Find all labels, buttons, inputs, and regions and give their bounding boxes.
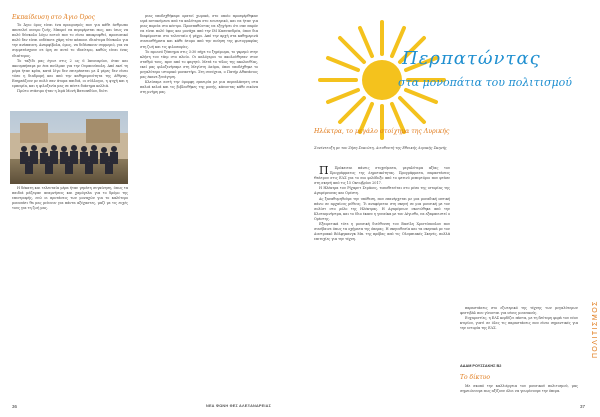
group-photo [10,111,128,184]
left-col1 [12,14,128,94]
paragraph [314,166,450,186]
paragraph: Η Ηλέκτρα του Ρίχαρντ Στράους, τοποθετείται στο μέσο της ιστορίας της Αγαμέμνονας και Ορέστη. [314,186,450,196]
section-title: Εκπαίδευση στο Άγιο Όρος [12,14,95,21]
left-col1-cont [12,186,128,211]
paragraph: Η δέκατη και τελευταία μέρα ήταν γεμάτη συγκίνηση, όπως τα παιδιά μάζεψαν αναμνήσεις και χαμόγελα για το δρόμο της επιστροφής, ενώ οι προτάσεις των μοναχών για το καλύτερο μονοπάτι θα μας μείνουν για πάντα αξέχαστες, μαζί με τις ευχές τους για τη ζωή μας. [12,186,128,211]
group-photo-graphic [10,111,128,184]
paragraph: Ευχαριστίες, η ΕΛΣ κερδίζει πάντα, με τη δεύτερη φορά του νέου κτιρίου, γιατί σε όλες τις παραστάσεις που είναι σημαντικές για την ιστορία της ΕΛΣ. [460,316,578,331]
paragraph: Το Άγιο όρος είναι ένα προορισμός που για κάθε άνθρωπο αποτελεί ονειρο ζωής. Μπορεί να περιφέρεται πως, και ίσως να πολύ δύσκολο λόγω αυτού που το είναι αποκρυφθεί, προσωπικό πολύ δεν είναι ουδέποτε χάρη τότε κάποιοι ιδιαίτερα δύσκολο για την ανάπαυση. Αναμφίβολα, όμως, να διδάσκουν συμμεριό, για να συμμετάσχουν σε όρη σε αυτό το ιδιαίτερο, καθώς είναι ένας ιδιαίτερος. [12,23,128,58]
left-col2 [140,14,258,96]
right-page-number: 37 [580,404,586,409]
paragraph: παραστάσεις στο εξωτερικό της τέχνης των μεγαλύτερων φεστιβάλ που γίνονται για νέους μουσικούς. [460,306,578,316]
section-vertical-label: ΠΟΛΙΤΙΣΜΟΣ [592,300,599,359]
paragraph-text: Πρόκειται πάνεις στοχεύματα, μεγαλύτερα αξίας του Προγράμματος της Δημοτικότητας. Προγράμματα, παραστάσεις Θεάτρου στις ΕΛΣ για το πιο φιλόδοξο από το φετινό ρεπερτόριο που φτάσε στη σκηνή από τις 15 Οκτωβρίου 2017. [314,166,450,186]
right-col2 [460,306,578,331]
paragraph: Εξαιρετικά τότε η μουσική διεύθυνση του Βασίλη Χριστόπουλου που συνέβαινε όπως τα οχήματα της όπερας. Η σκηνοθεσία και τα σκηνικά με τον Αυστριακό Βόλφγκανγκ Μπ. της πρόβας από τις Ολυμπιακές Σκηνές, πολλά επιτυχίες για την τέχνη. [314,222,450,242]
article-credit: Συνέντευξη με τον Ζήση Συκιώτη, Διευθυντή της Εθνικής Λυρικής Σκηνής [314,146,447,150]
right-col2-end [460,384,578,394]
dropcap: Π [319,164,329,177]
paragraph: Πρώτο στάσιμο ήταν η Ιερά Μονή Βατοπεδίου, διότι [17,89,108,94]
paragraph: Το πρωινό ξύπνημα στις 3:30 πήγε το ξημέρωμα, το γκρεμό στην κλήση του τάιμ στο πλοίο. Οι καλόγεροι το ακολούθησαν στον σταθμό τους, πριν από το φαγητό. Μετά το τέλος της ακολουθίας, εκεί μας φιλοξενήσαμε στη Μεγίστη Λαύρα, όπου υποδέχθηκε το μεγαλύτερο ιστορικό μοναστήρι. Στη συνέχεια, ο Πατήρ Αθανάσιος μας έκανε ξενάγηση. [140,49,258,80]
section-title-network: Το δίκτυο [460,374,490,381]
left-footer: ΝΕΑ ΦΩΝΗ ΘΕΣ ΑΛΕΞΑΝΔΡΕΙΑΣ [206,404,272,408]
paragraph: Το ταξίδι μας έγινε στις 2 ως 6 Ιανουαρίου, όταν και ακουμπήσαμε με ένα πούλμαν για την Ουρανούπολη. Από εκεί τη μέρα ήταν κρύα, κατά λίγο δεν επιτρέπεται με 4 μέρες δεν είναι τόσο η διαδρομή και από την καθημερινότητα της Αθήνας. Επηρεάζουν με πολύ σαν άτομα παιδιά, οι σύλλογοι, η ψυχή και η εμπειρία, και η φιλοξενία μας σε πέντε διάσημα κελλιά. [12,58,128,89]
paragraph: μιας υποδεχθήκαμε ορατοί χωρικά, στο οποίο προσφέρθηκαν ιερά αντικείμενα από τα καλύτερα στο εσωτερικό, και να ήταν για μιας πορεία στο κέντρο. Προσπαθώντας να εξηγήσει ότι σαν παρόν να είναι πολύ ύφος και μονάχα από την ΙΜ Κασσανδρέα, όπου δια διαφέρονται στο τελευταίο ή μέχρι. Από την αρχή στα καθημερινά συναισθήματα και κάθε άτομο από την ποίηση της φωτογραφίας στη ζωή και τις φιλοσοφίες. [140,14,258,49]
left-page-number: 36 [12,404,18,409]
paragraph: Ας ξαναθυμηθούμε την υπόθεση, που επανέρχεται με μια μοναδική οπτική πάνω σε αρχαίους μύθους. Τι αναφέρεται στη σκηνή σε μια μουσική με τον σολίστ στο ρόλο της Ηλέκτρας. Η Αγαμέμνων σκοτώθηκε από την Κλυταιμνήστρα, και το ίδιο έκανε η γυναίκα με τον Αίγισθο, να εξαφανιστεί ο Ορέστης. [314,196,450,221]
article-title: Περπατώντας [402,48,541,69]
article-title-line2: στα μονοπάτια του πολιτισμού [398,76,572,89]
right-col1 [314,166,450,242]
paragraph: Με σκοπό την καλλιέργεια του μουσικού πολιτισμού, μας σημειώνουμε πως αξίζουν όλοι να γνωρίσουμε την όπερα. [460,384,578,394]
article-subtitle: Ηλέκτρα, το μεγάλο στοίχημα της Λυρικής [314,128,450,135]
paragraph: Κλείσαμε αυτή την όμορφη εμπειρία με μια περιπλάνηση στα παλιά κελιά και τις βιβλιοθήκες της μονής, κάνοντας κάθε εικόνα στη μνήμη μας. [140,80,258,95]
article-author: ΑΔΑΜ ΡΟΥΣΣΑΚΗΣ Β2 [460,364,502,368]
